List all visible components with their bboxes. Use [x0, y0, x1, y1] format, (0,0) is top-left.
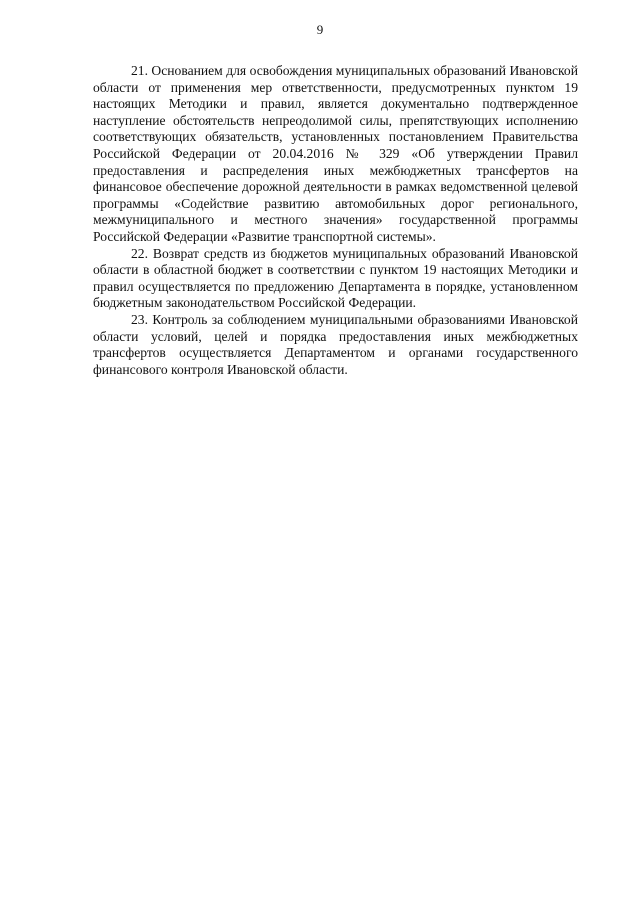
- paragraph-22: 22. Возврат средств из бюджетов муниципальных образований Ивановской области в областной бюджет в соответствии с пунктом 19 настоящих Методики и правил осуществляется по предложению Департамента в порядке, установленном бюджетным законодательством Российской Федерации.: [93, 245, 578, 311]
- paragraph-23: 23. Контроль за соблюдением муниципальными образованиями Ивановской области условий, целей и порядка предоставления иных межбюджетных трансфертов осуществляется Департаментом и органами государственного финансового контроля Ивановской области.: [93, 311, 578, 377]
- document-body: [93, 63, 578, 378]
- page-number: 9: [316, 22, 324, 37]
- paragraph-21: 21. Основанием для освобождения муниципальных образований Ивановской области от применения мер ответственности, предусмотренных пунктом 19 настоящих Методики и правил, является документально подтвержденное наступление обстоятельств непреодолимой силы, препятствующих исполнению соответствующих обязательств, установленных постановлением Правительства Российской Федерации от 20.04.2016 № 329 «Об утверждении Правил предоставления и распределения иных межбюджетных трансфертов на финансовое обеспечение дорожной деятельности в рамках ведомственной целевой программы «Содействие развитию автомобильных дорог регионального, межмуниципального и местного значения» государственной программы Российской Федерации «Развитие транспортной системы».: [93, 63, 578, 244]
